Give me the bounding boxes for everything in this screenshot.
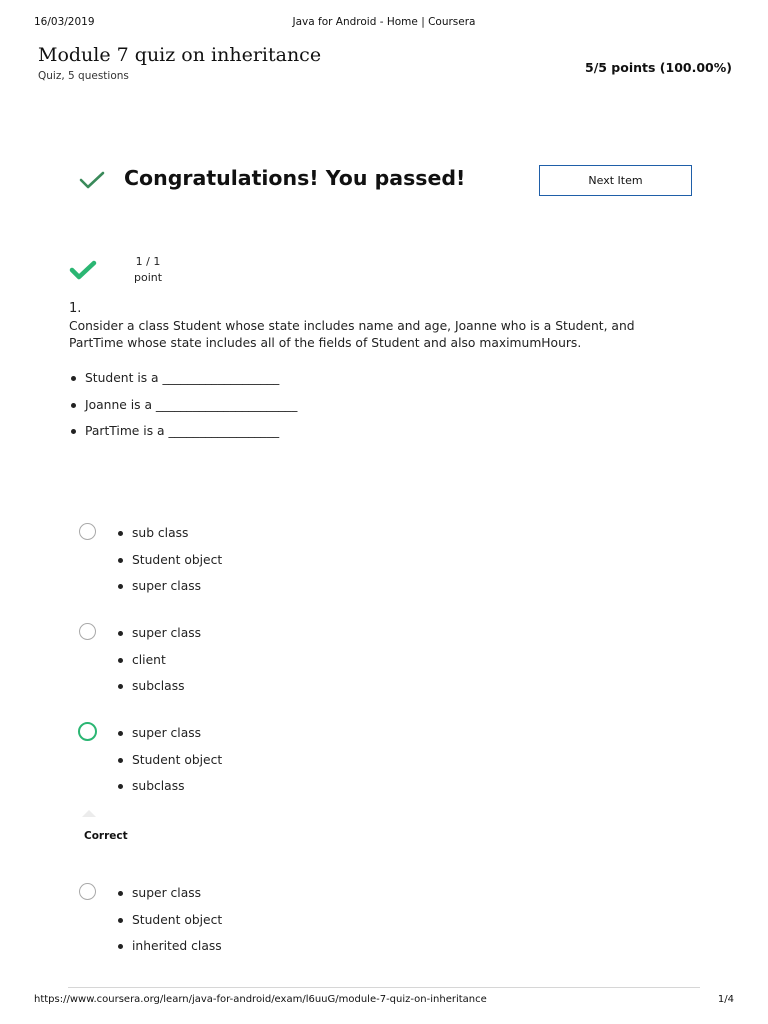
list-item: super class bbox=[132, 625, 201, 652]
print-date: 16/03/2019 bbox=[34, 16, 95, 28]
list-item: subclass bbox=[132, 778, 222, 805]
print-url: https://www.coursera.org/learn/java-for-android/exam/l6uuG/module-7-quiz-on-inheritance bbox=[34, 994, 487, 1005]
quiz-subtitle: Quiz, 5 questions bbox=[38, 70, 129, 82]
quiz-title: Module 7 quiz on inheritance bbox=[38, 44, 322, 66]
correct-check-icon bbox=[68, 258, 98, 282]
list-item: inherited class bbox=[132, 938, 222, 965]
quiz-score: 5/5 points (100.00%) bbox=[585, 60, 732, 75]
option-4-radio[interactable] bbox=[79, 883, 96, 900]
checkmark-icon bbox=[78, 168, 106, 192]
list-item: Student object bbox=[132, 912, 222, 939]
list-item: Joanne is a _______________________ bbox=[85, 397, 297, 424]
question-text: Consider a class Student whose state includes name and age, Joanne who is a Student, and PartTime whose state includes all of the fields of Student and also maximumHours. bbox=[69, 319, 635, 350]
list-item: Student object bbox=[132, 552, 222, 579]
option-1-radio[interactable] bbox=[79, 523, 96, 540]
question-number: 1. bbox=[69, 301, 82, 316]
option-4-list bbox=[132, 885, 222, 965]
feedback-caret bbox=[82, 810, 96, 817]
option-3-radio[interactable] bbox=[78, 722, 97, 741]
option-1-list bbox=[132, 525, 222, 605]
list-item: subclass bbox=[132, 678, 201, 705]
feedback-correct: Correct bbox=[84, 830, 128, 842]
list-item: Student is a ___________________ bbox=[85, 370, 297, 397]
option-2-radio[interactable] bbox=[79, 623, 96, 640]
points-value: 1 / 1 bbox=[135, 255, 161, 268]
pass-message: Congratulations! You passed! bbox=[124, 166, 466, 190]
print-page-title: Java for Android - Home | Coursera bbox=[292, 16, 476, 28]
next-item-button[interactable]: Next Item bbox=[539, 165, 692, 196]
option-3-list bbox=[132, 725, 222, 805]
question-blanks-list bbox=[85, 370, 297, 450]
list-item: PartTime is a __________________ bbox=[85, 423, 297, 450]
list-item: Student object bbox=[132, 752, 222, 779]
list-item: super class bbox=[132, 725, 222, 752]
list-item: super class bbox=[132, 885, 222, 912]
question-points bbox=[134, 254, 162, 286]
list-item: super class bbox=[132, 578, 222, 605]
list-item: sub class bbox=[132, 525, 222, 552]
points-unit: point bbox=[134, 271, 163, 284]
print-page-number: 1/4 bbox=[717, 994, 734, 1005]
footer-divider bbox=[68, 987, 700, 988]
list-item: client bbox=[132, 652, 201, 679]
option-2-list bbox=[132, 625, 201, 705]
